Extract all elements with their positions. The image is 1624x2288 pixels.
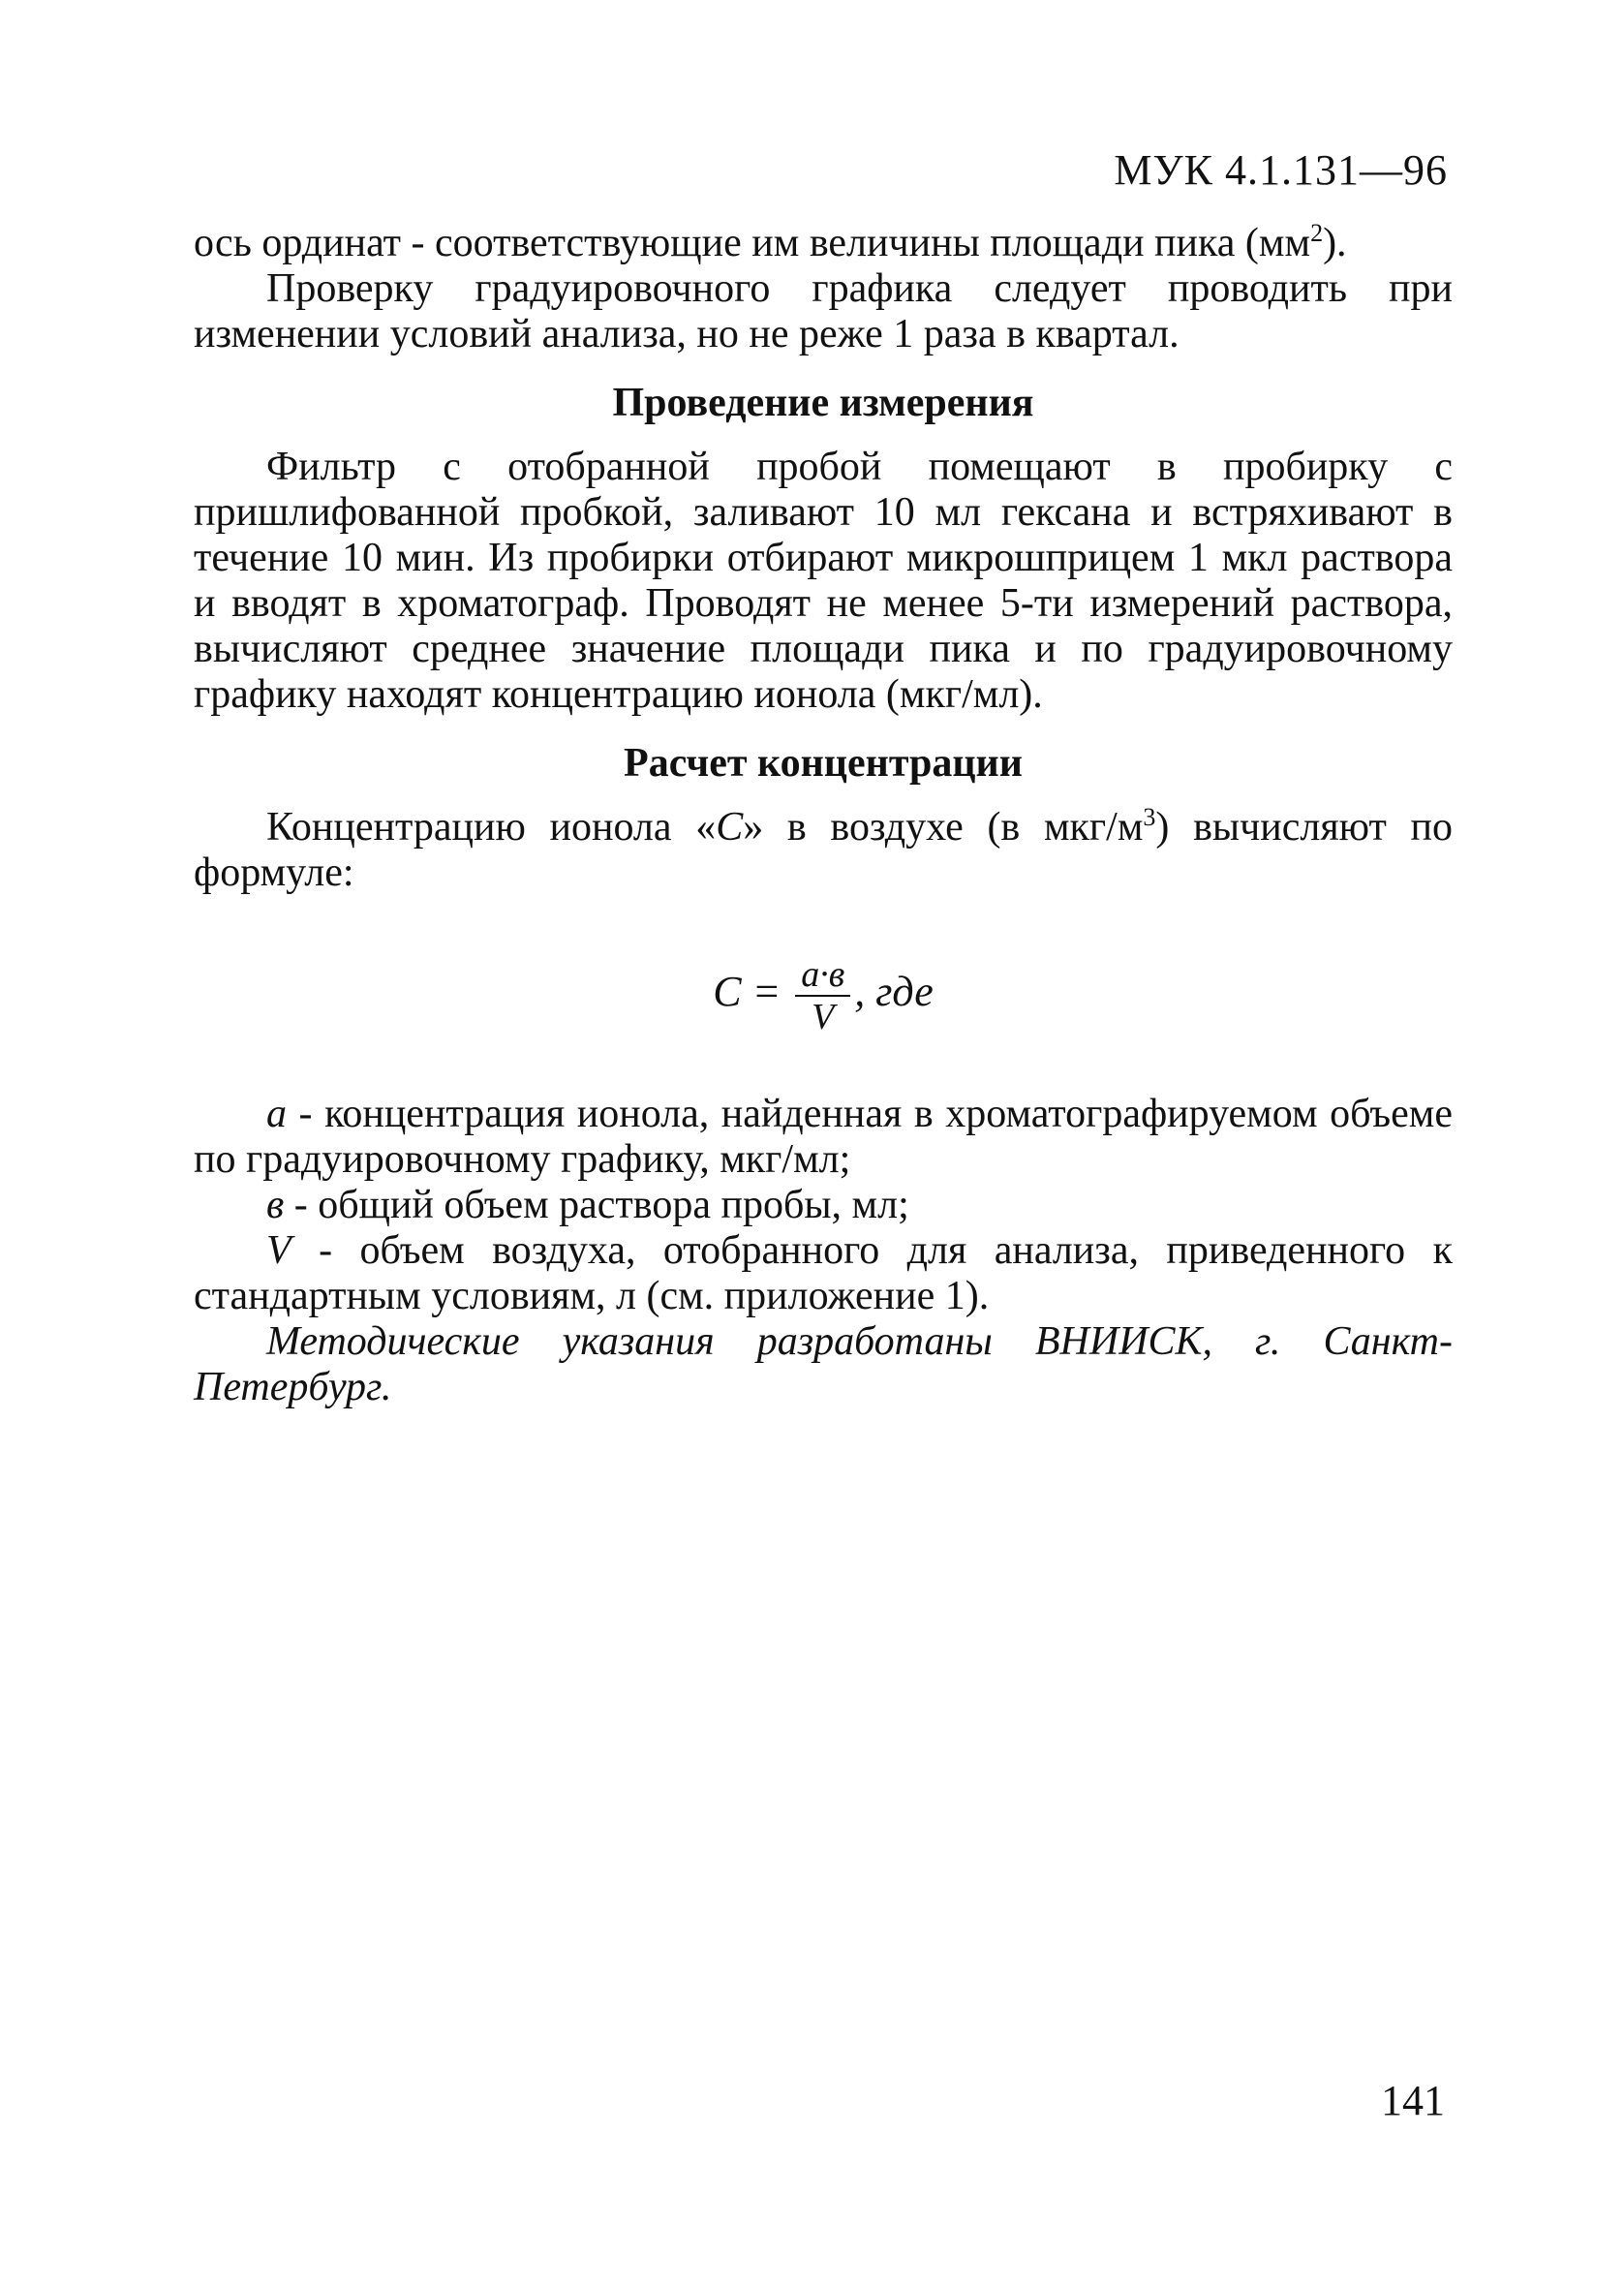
superscript: 3 <box>1143 803 1156 831</box>
definition-text: - концентрация ионола, найденная в хроматографируемом объеме по градуировочному графику, мкг/мл; <box>194 1092 1453 1182</box>
definition-symbol: V <box>266 1228 291 1273</box>
document-code: МУК 4.1.131—96 <box>1114 146 1448 194</box>
formula-suffix: , где <box>854 968 934 1016</box>
symbol-c: С <box>716 805 744 850</box>
definition-v-air <box>194 1228 1453 1319</box>
document-body <box>194 221 1453 1410</box>
formula-lhs: С = <box>713 968 781 1016</box>
paragraph-measurement: Фильтр с отобранной пробой помещают в пробирку с пришлифованной пробкой, заливают 10 мл гексана и встряхивают в течение 10 мин. Из пробирки отбирают микрошприцем 1 мкл раствора и вводят в хроматограф. Проводят не менее 5-ти измерений раствора, вычисляют среднее значение площади пика и по градуировочному графику находят концентрацию ионола (мкг/мл). <box>194 445 1453 717</box>
paragraph-calibration-check: Проверку градуировочного графика следует проводить при изменении условий анализа, но не реже 1 раза в квартал. <box>194 266 1453 356</box>
definition-text: - общий объем раствора пробы, мл; <box>284 1183 909 1227</box>
definition-symbol: в <box>266 1183 285 1227</box>
paragraph-text: ). <box>1323 221 1347 265</box>
definition-symbol: а <box>266 1092 287 1136</box>
paragraph-calculation-intro <box>194 805 1453 896</box>
formula-denominator: V <box>812 997 835 1037</box>
page-number: 141 <box>1381 2077 1445 2124</box>
definition-a <box>194 1092 1453 1183</box>
section-title-measurement: Проведение измерения <box>612 381 1034 425</box>
formula-numerator: а·в <box>795 954 850 997</box>
concentration-formula <box>194 954 1453 1037</box>
section-title-calculation: Расчет концентрации <box>624 741 1023 786</box>
definition-text: - объем воздуха, отобранного для анализа, приведенного к стандартным условиям, л (см. приложение 1). <box>194 1228 1453 1318</box>
paragraph-text: ) вычисляют по формуле: <box>194 805 1453 895</box>
paragraph-text: » в воздухе (в мкг/м <box>743 805 1144 850</box>
superscript: 2 <box>1310 219 1324 247</box>
paragraph-ordinate <box>194 221 1453 266</box>
credit-note: Методические указания разработаны ВНИИСК, г. Санкт-Петербург. <box>194 1319 1453 1409</box>
paragraph-text: Концентрацию ионола « <box>266 805 717 850</box>
formula-fraction <box>795 954 850 1037</box>
paragraph-text: ось ординат - соответствующие им величины площади пика (мм <box>194 221 1311 265</box>
definition-v-solution <box>194 1183 1453 1228</box>
